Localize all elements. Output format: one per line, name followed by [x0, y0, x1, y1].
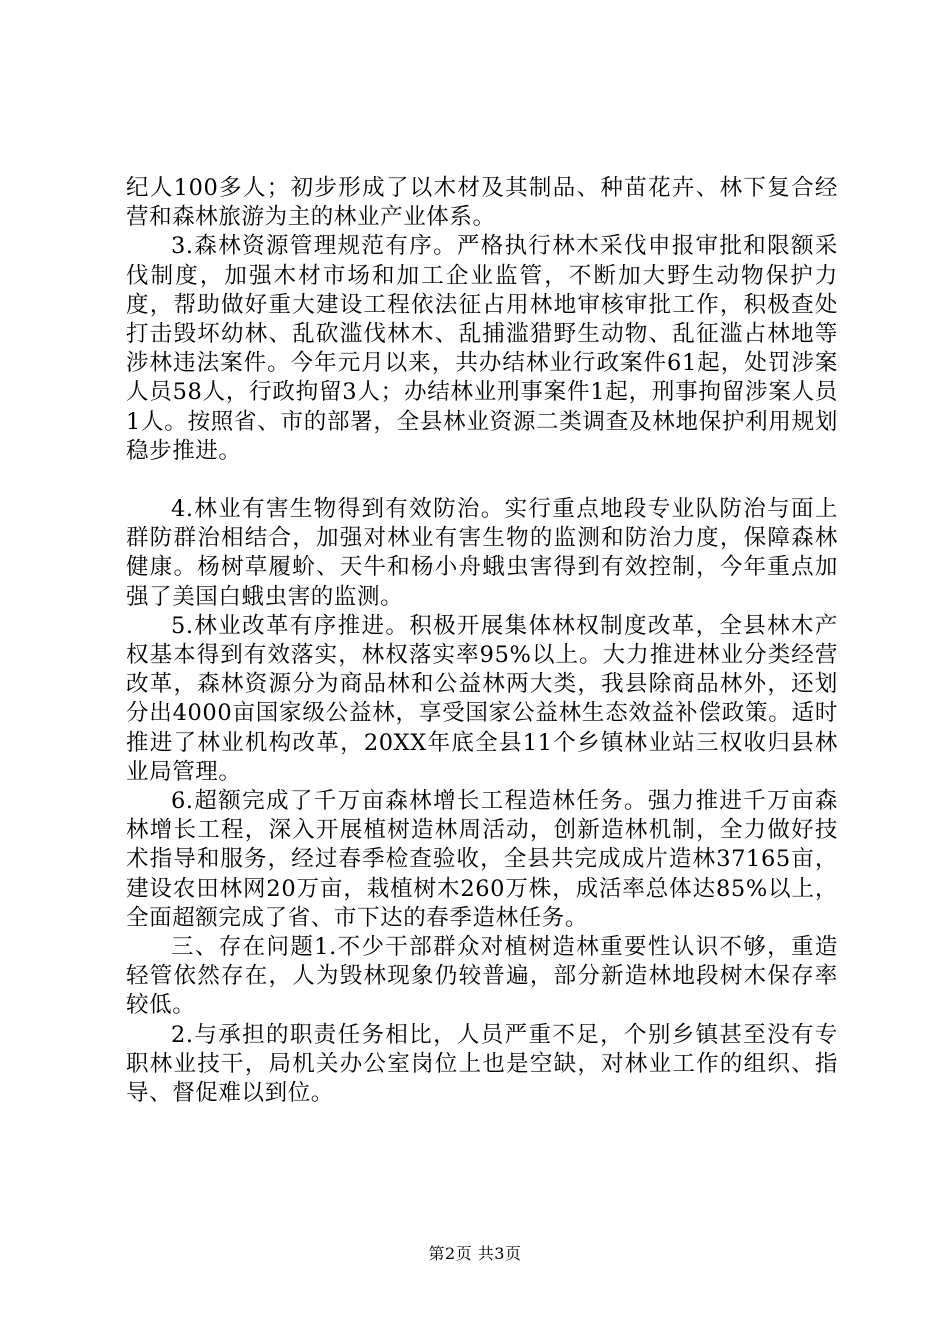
paragraph-continuation: 纪人100多人；初步形成了以木材及其制品、种苗花卉、林下复合经营和森林旅游为主的林业产业体系。 — [126, 175, 838, 231]
paragraph-afforestation: 6.超额完成了千万亩森林增长工程造林任务。强力推进千万亩森林增长工程，深入开展植树造林周活动，创新造林机制，全力做好技术指导和服务，经过春季检查验收，全县共完成成片造林37165亩，建设农田林网20万亩，栽植树木260万株，成活率总体达85%以上，全面超额完成了省、市下达的春季造林任务。 — [126, 788, 838, 931]
page-footer: 第2页 共3页 — [428, 1244, 522, 1263]
paragraph-staff-shortage: 2.与承担的职责任务相比，人员严重不足，个别乡镇甚至没有专职林业技干，局机关办公室岗位上也是空缺，对林业工作的组织、指导、督促难以到位。 — [126, 1021, 838, 1107]
paragraph-pest-control: 4.林业有害生物得到有效防治。实行重点地段专业队防治与面上群防群治相结合，加强对林业有害生物的监测和防治力度，保障森林健康。杨树草履蚧、天牛和杨小舟蛾虫害得到有效控制，今年重点加强了美国白蛾虫害的监测。 — [126, 496, 838, 610]
paragraph-forest-resource-management: 3.森林资源管理规范有序。严格执行林木采伐申报审批和限额采伐制度，加强木材市场和加工企业监管，不断加大野生动物保护力度，帮助做好重大建设工程依法征占用林地审核审批工作，积极查处打击毁坏幼林、乱砍滥伐林木、乱捕滥猎野生动物、乱征滥占林地等涉林违法案件。今年元月以来，共办结林业行政案件61起，处罚涉案人员58人，行政拘留3人；办结林业刑事案件1起，刑事拘留涉案人员1人。按照省、市的部署，全县林业资源二类调查及林地保护利用规划稳步推进。 — [126, 233, 838, 464]
document-body — [126, 174, 838, 1108]
paragraph-forestry-reform: 5.林业改革有序推进。积极开展集体林权制度改革，全县林木产权基本得到有效落实，林权落实率95%以上。大力推进林业分类经营改革，森林资源分为商品林和公益林两大类，我县除商品林外，还划分出4000亩国家级公益林，享受国家公益林生态效益补偿政策。适时推进了林业机构改革，20XX年底全县11个乡镇林业站三权收归县林业局管理。 — [126, 612, 838, 785]
paragraph-existing-problems: 三、存在问题1.不少干部群众对植树造林重要性认识不够，重造轻管依然存在，人为毁林现象仍较普遍，部分新造林地段树木保存率较低。 — [126, 934, 838, 1019]
